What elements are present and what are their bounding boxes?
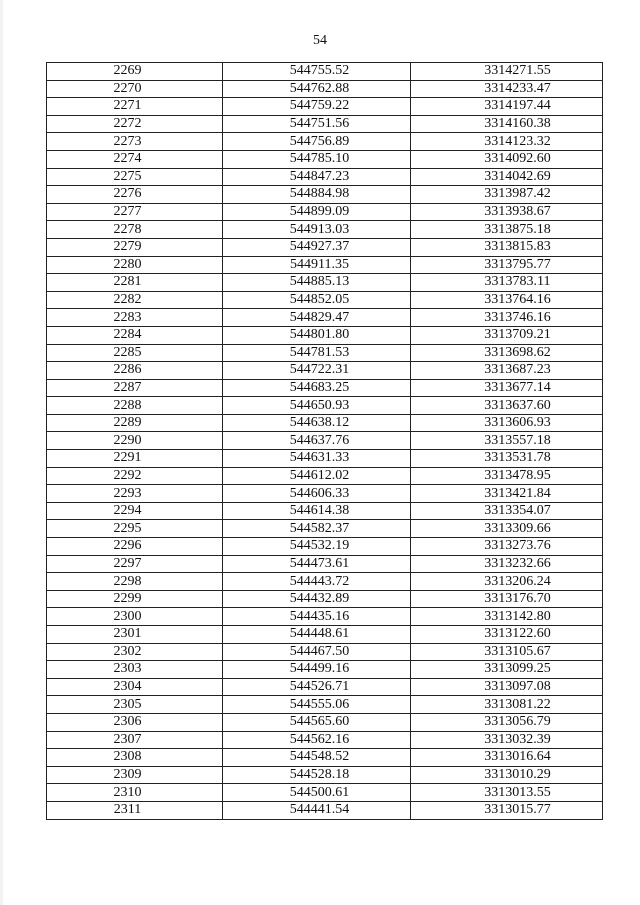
y-coordinate-cell: 3313938.67 <box>411 203 603 221</box>
x-coordinate-cell: 544499.16 <box>223 661 411 679</box>
point-number-cell: 2289 <box>47 414 223 432</box>
x-coordinate-cell: 544829.47 <box>223 309 411 327</box>
x-coordinate-cell: 544683.25 <box>223 379 411 397</box>
coordinates-table-body <box>47 63 603 820</box>
x-coordinate-cell: 544528.18 <box>223 766 411 784</box>
x-coordinate-cell: 544638.12 <box>223 414 411 432</box>
table-row <box>47 450 603 468</box>
point-number-cell: 2284 <box>47 326 223 344</box>
y-coordinate-cell: 3314197.44 <box>411 98 603 116</box>
table-row <box>47 362 603 380</box>
y-coordinate-cell: 3313783.11 <box>411 274 603 292</box>
x-coordinate-cell: 544548.52 <box>223 749 411 767</box>
table-row <box>47 731 603 749</box>
table-row <box>47 150 603 168</box>
x-coordinate-cell: 544927.37 <box>223 238 411 256</box>
y-coordinate-cell: 3313176.70 <box>411 590 603 608</box>
table-row <box>47 221 603 239</box>
point-number-cell: 2283 <box>47 309 223 327</box>
point-number-cell: 2303 <box>47 661 223 679</box>
x-coordinate-cell: 544911.35 <box>223 256 411 274</box>
point-number-cell: 2269 <box>47 63 223 81</box>
point-number-cell: 2279 <box>47 238 223 256</box>
point-number-cell: 2286 <box>47 362 223 380</box>
page-edge-shadow <box>0 0 3 905</box>
table-row <box>47 626 603 644</box>
x-coordinate-cell: 544884.98 <box>223 186 411 204</box>
point-number-cell: 2311 <box>47 801 223 819</box>
point-number-cell: 2278 <box>47 221 223 239</box>
y-coordinate-cell: 3313746.16 <box>411 309 603 327</box>
y-coordinate-cell: 3313105.67 <box>411 643 603 661</box>
point-number-cell: 2291 <box>47 450 223 468</box>
table-row <box>47 573 603 591</box>
table-row <box>47 291 603 309</box>
y-coordinate-cell: 3314123.32 <box>411 133 603 151</box>
table-row <box>47 115 603 133</box>
table-row <box>47 326 603 344</box>
point-number-cell: 2310 <box>47 784 223 802</box>
point-number-cell: 2280 <box>47 256 223 274</box>
point-number-cell: 2308 <box>47 749 223 767</box>
y-coordinate-cell: 3313698.62 <box>411 344 603 362</box>
table-row <box>47 274 603 292</box>
table-row <box>47 168 603 186</box>
y-coordinate-cell: 3313687.23 <box>411 362 603 380</box>
point-number-cell: 2300 <box>47 608 223 626</box>
point-number-cell: 2298 <box>47 573 223 591</box>
table-row <box>47 713 603 731</box>
y-coordinate-cell: 3314042.69 <box>411 168 603 186</box>
table-row <box>47 678 603 696</box>
x-coordinate-cell: 544441.54 <box>223 801 411 819</box>
y-coordinate-cell: 3313122.60 <box>411 626 603 644</box>
point-number-cell: 2272 <box>47 115 223 133</box>
y-coordinate-cell: 3314160.38 <box>411 115 603 133</box>
table-row <box>47 590 603 608</box>
table-row <box>47 80 603 98</box>
x-coordinate-cell: 544432.89 <box>223 590 411 608</box>
table-row <box>47 696 603 714</box>
x-coordinate-cell: 544801.80 <box>223 326 411 344</box>
y-coordinate-cell: 3313987.42 <box>411 186 603 204</box>
x-coordinate-cell: 544751.56 <box>223 115 411 133</box>
table-row <box>47 98 603 116</box>
point-number-cell: 2292 <box>47 467 223 485</box>
point-number-cell: 2274 <box>47 150 223 168</box>
y-coordinate-cell: 3313099.25 <box>411 661 603 679</box>
coordinates-table <box>46 62 603 820</box>
point-number-cell: 2270 <box>47 80 223 98</box>
y-coordinate-cell: 3313709.21 <box>411 326 603 344</box>
x-coordinate-cell: 544756.89 <box>223 133 411 151</box>
y-coordinate-cell: 3313557.18 <box>411 432 603 450</box>
y-coordinate-cell: 3313232.66 <box>411 555 603 573</box>
x-coordinate-cell: 544532.19 <box>223 538 411 556</box>
point-number-cell: 2305 <box>47 696 223 714</box>
y-coordinate-cell: 3314233.47 <box>411 80 603 98</box>
y-coordinate-cell: 3313309.66 <box>411 520 603 538</box>
x-coordinate-cell: 544781.53 <box>223 344 411 362</box>
table-row <box>47 397 603 415</box>
point-number-cell: 2299 <box>47 590 223 608</box>
page-number: 54 <box>313 33 327 48</box>
y-coordinate-cell: 3313606.93 <box>411 414 603 432</box>
y-coordinate-cell: 3313531.78 <box>411 450 603 468</box>
x-coordinate-cell: 544722.31 <box>223 362 411 380</box>
y-coordinate-cell: 3314092.60 <box>411 150 603 168</box>
x-coordinate-cell: 544614.38 <box>223 502 411 520</box>
x-coordinate-cell: 544755.52 <box>223 63 411 81</box>
y-coordinate-cell: 3313016.64 <box>411 749 603 767</box>
point-number-cell: 2273 <box>47 133 223 151</box>
table-row <box>47 661 603 679</box>
point-number-cell: 2276 <box>47 186 223 204</box>
point-number-cell: 2293 <box>47 485 223 503</box>
y-coordinate-cell: 3313795.77 <box>411 256 603 274</box>
y-coordinate-cell: 3313478.95 <box>411 467 603 485</box>
table-row <box>47 467 603 485</box>
x-coordinate-cell: 544565.60 <box>223 713 411 731</box>
point-number-cell: 2297 <box>47 555 223 573</box>
x-coordinate-cell: 544562.16 <box>223 731 411 749</box>
y-coordinate-cell: 3314271.55 <box>411 63 603 81</box>
table-row <box>47 643 603 661</box>
point-number-cell: 2288 <box>47 397 223 415</box>
x-coordinate-cell: 544435.16 <box>223 608 411 626</box>
y-coordinate-cell: 3313097.08 <box>411 678 603 696</box>
table-row <box>47 203 603 221</box>
y-coordinate-cell: 3313273.76 <box>411 538 603 556</box>
x-coordinate-cell: 544606.33 <box>223 485 411 503</box>
x-coordinate-cell: 544500.61 <box>223 784 411 802</box>
x-coordinate-cell: 544473.61 <box>223 555 411 573</box>
table-row <box>47 766 603 784</box>
point-number-cell: 2301 <box>47 626 223 644</box>
table-row <box>47 520 603 538</box>
point-number-cell: 2296 <box>47 538 223 556</box>
table-row <box>47 538 603 556</box>
table-row <box>47 485 603 503</box>
table-row <box>47 432 603 450</box>
y-coordinate-cell: 3313637.60 <box>411 397 603 415</box>
y-coordinate-cell: 3313875.18 <box>411 221 603 239</box>
point-number-cell: 2295 <box>47 520 223 538</box>
y-coordinate-cell: 3313015.77 <box>411 801 603 819</box>
x-coordinate-cell: 544785.10 <box>223 150 411 168</box>
point-number-cell: 2277 <box>47 203 223 221</box>
x-coordinate-cell: 544631.33 <box>223 450 411 468</box>
x-coordinate-cell: 544526.71 <box>223 678 411 696</box>
table-row <box>47 344 603 362</box>
y-coordinate-cell: 3313206.24 <box>411 573 603 591</box>
x-coordinate-cell: 544612.02 <box>223 467 411 485</box>
x-coordinate-cell: 544582.37 <box>223 520 411 538</box>
y-coordinate-cell: 3313354.07 <box>411 502 603 520</box>
x-coordinate-cell: 544913.03 <box>223 221 411 239</box>
table-row <box>47 801 603 819</box>
x-coordinate-cell: 544650.93 <box>223 397 411 415</box>
table-row <box>47 784 603 802</box>
point-number-cell: 2302 <box>47 643 223 661</box>
table-row <box>47 186 603 204</box>
point-number-cell: 2304 <box>47 678 223 696</box>
point-number-cell: 2281 <box>47 274 223 292</box>
x-coordinate-cell: 544443.72 <box>223 573 411 591</box>
y-coordinate-cell: 3313677.14 <box>411 379 603 397</box>
point-number-cell: 2290 <box>47 432 223 450</box>
table-row <box>47 749 603 767</box>
table-row <box>47 608 603 626</box>
point-number-cell: 2309 <box>47 766 223 784</box>
y-coordinate-cell: 3313032.39 <box>411 731 603 749</box>
point-number-cell: 2271 <box>47 98 223 116</box>
x-coordinate-cell: 544637.76 <box>223 432 411 450</box>
y-coordinate-cell: 3313815.83 <box>411 238 603 256</box>
y-coordinate-cell: 3313056.79 <box>411 713 603 731</box>
point-number-cell: 2275 <box>47 168 223 186</box>
table-row <box>47 256 603 274</box>
x-coordinate-cell: 544759.22 <box>223 98 411 116</box>
table-row <box>47 379 603 397</box>
y-coordinate-cell: 3313010.29 <box>411 766 603 784</box>
table-row <box>47 502 603 520</box>
x-coordinate-cell: 544847.23 <box>223 168 411 186</box>
table-row <box>47 238 603 256</box>
table-row <box>47 555 603 573</box>
y-coordinate-cell: 3313081.22 <box>411 696 603 714</box>
x-coordinate-cell: 544899.09 <box>223 203 411 221</box>
point-number-cell: 2294 <box>47 502 223 520</box>
x-coordinate-cell: 544467.50 <box>223 643 411 661</box>
point-number-cell: 2307 <box>47 731 223 749</box>
point-number-cell: 2285 <box>47 344 223 362</box>
y-coordinate-cell: 3313142.80 <box>411 608 603 626</box>
point-number-cell: 2282 <box>47 291 223 309</box>
x-coordinate-cell: 544555.06 <box>223 696 411 714</box>
y-coordinate-cell: 3313013.55 <box>411 784 603 802</box>
x-coordinate-cell: 544448.61 <box>223 626 411 644</box>
x-coordinate-cell: 544762.88 <box>223 80 411 98</box>
table-row <box>47 133 603 151</box>
y-coordinate-cell: 3313764.16 <box>411 291 603 309</box>
x-coordinate-cell: 544852.05 <box>223 291 411 309</box>
table-row <box>47 414 603 432</box>
table-row <box>47 309 603 327</box>
x-coordinate-cell: 544885.13 <box>223 274 411 292</box>
point-number-cell: 2287 <box>47 379 223 397</box>
y-coordinate-cell: 3313421.84 <box>411 485 603 503</box>
point-number-cell: 2306 <box>47 713 223 731</box>
table-row <box>47 63 603 81</box>
